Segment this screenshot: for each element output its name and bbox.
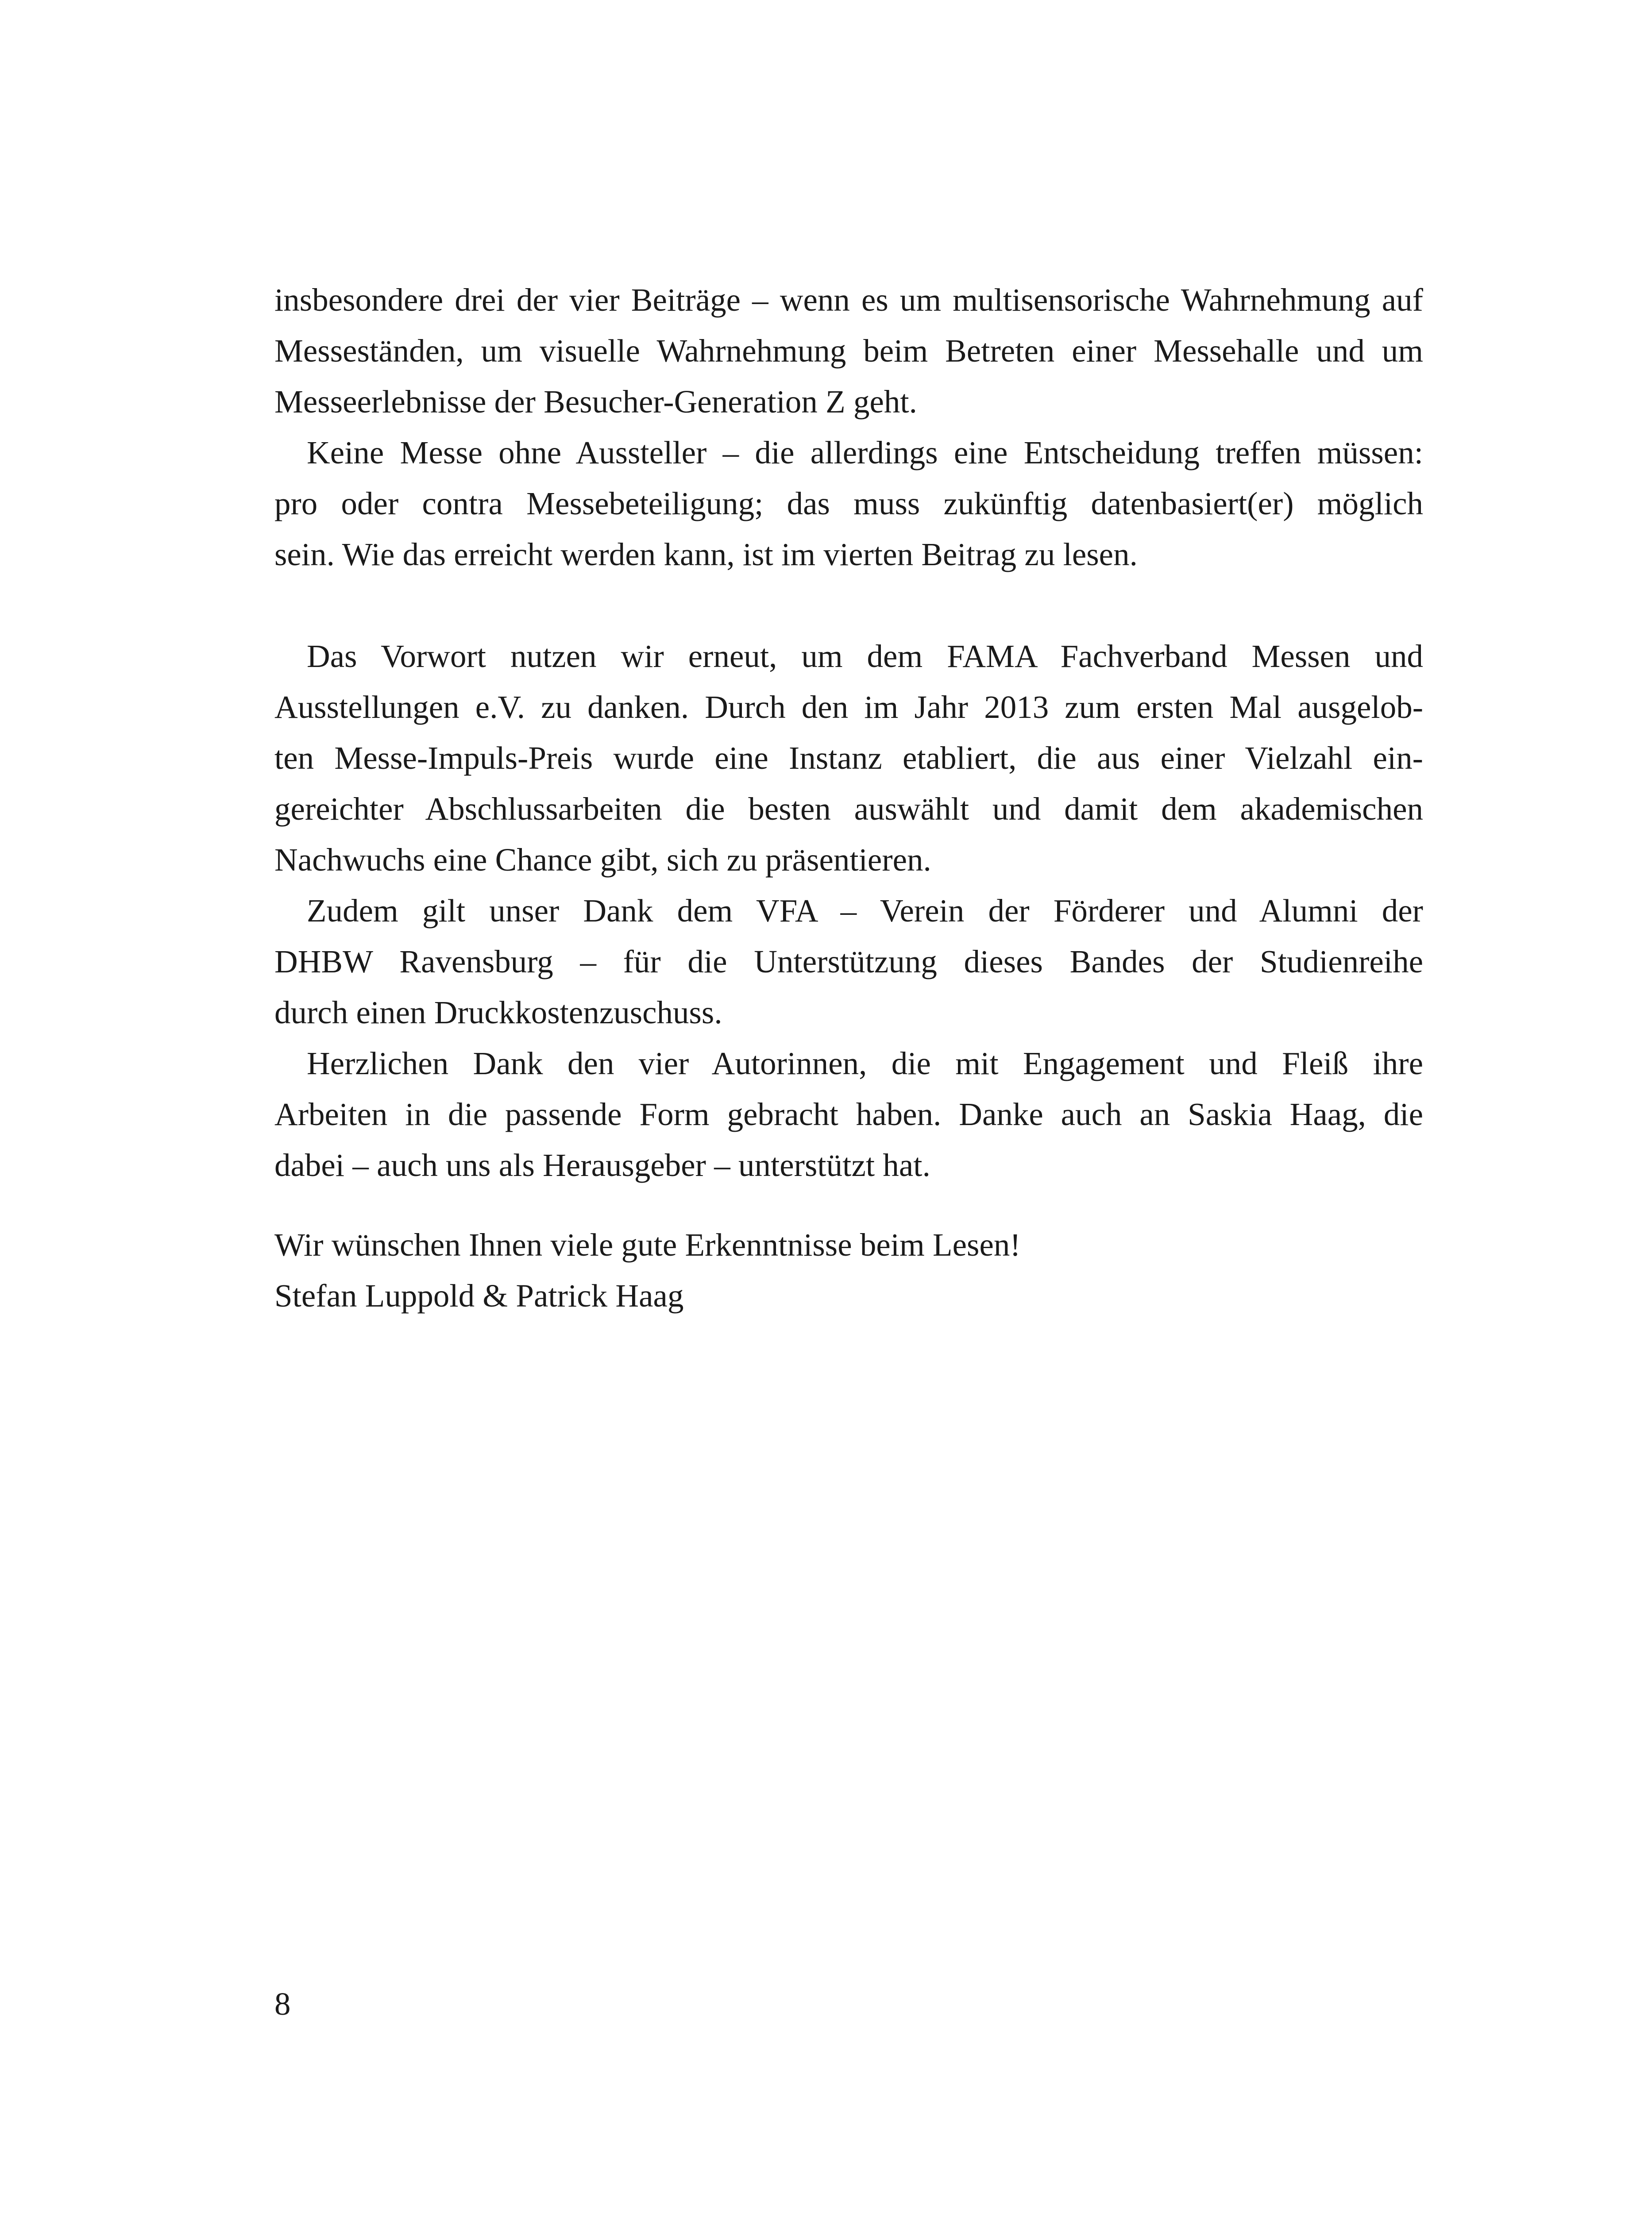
text-line: Wir wünschen Ihnen viele gute Erkenntnisse beim Lesen! — [274, 1227, 1021, 1263]
section-aussteller — [274, 274, 1423, 580]
page-number: 8 — [274, 1986, 291, 2022]
text-line: Messeständen, um visuelle Wahrnehmung beim Betreten einer Messehalle und um — [274, 333, 1423, 369]
text-line: Ausstellungen e.V. zu danken. Durch den im Jahr 2013 zum ersten Mal ausgelob- — [274, 689, 1423, 725]
text-line: ten Messe-Impuls-Preis wurde eine Instanz etabliert, die aus einer Vielzahl ein- — [274, 740, 1423, 776]
text-line: Keine Messe ohne Aussteller – die allerdings eine Entscheidung treffen müssen: — [307, 435, 1423, 470]
text-line: Zudem gilt unser Dank dem VFA – Verein der Förderer und Alumni der — [307, 893, 1423, 929]
text-line: gereichter Abschlussarbeiten die besten auswählt und damit dem akademischen — [274, 791, 1423, 827]
text-line: Das Vorwort nutzen wir erneut, um dem FAMA Fachverband Messen und — [307, 638, 1423, 674]
paragraph-aussteller — [274, 427, 1423, 580]
text-line: DHBW Ravensburg – für die Unterstützung dieses Bandes der Studienreihe — [274, 944, 1423, 979]
paragraph-fama — [274, 631, 1423, 885]
closing — [274, 1219, 1423, 1321]
text-line: Herzlichen Dank den vier Autorinnen, die mit Engagement und Fleiß ihre — [307, 1045, 1423, 1081]
text-line: insbesondere drei der vier Beiträge – wenn es um multisensorische Wahrnehmung auf — [274, 282, 1423, 318]
text-line: Stefan Luppold & Patrick Haag — [274, 1278, 684, 1314]
paragraph-vfa — [274, 885, 1423, 1038]
text-line: Nachwuchs eine Chance gibt, sich zu präsentieren. — [274, 842, 931, 878]
text-line: durch einen Druckkostenzuschuss. — [274, 995, 722, 1030]
text-line: Messeerlebnisse der Besucher-Generation Z geht. — [274, 384, 917, 420]
text-line: pro oder contra Messebeteiligung; das muss zukünftig datenbasiert(er) möglich — [274, 486, 1423, 521]
text-line: dabei – auch uns als Herausgeber – unterstützt hat. — [274, 1147, 930, 1183]
signature — [274, 1270, 1423, 1321]
closing-wish — [274, 1219, 1423, 1270]
section-dank — [274, 631, 1423, 1191]
text-line: Arbeiten in die passende Form gebracht haben. Danke auch an Saskia Haag, die — [274, 1096, 1423, 1132]
paragraph-autorinnen — [274, 1038, 1423, 1191]
paragraph-beitraege — [274, 274, 1423, 427]
text-line: sein. Wie das erreicht werden kann, ist im vierten Beitrag zu lesen. — [274, 536, 1138, 572]
